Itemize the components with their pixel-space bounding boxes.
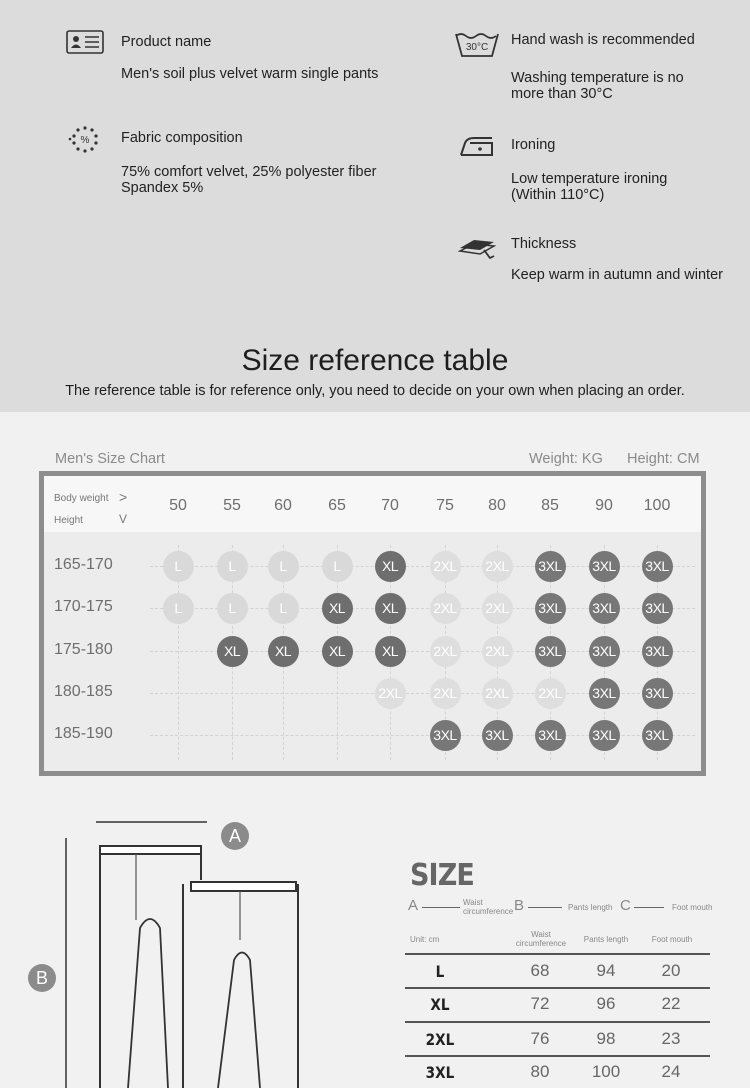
table-size-cell: L (435, 962, 445, 981)
legend-c-text: Foot mouth (672, 903, 713, 912)
height-unit: Height: CM (627, 451, 700, 467)
table-waist-cell: 68 (530, 961, 550, 980)
size-dot: 3XL (535, 593, 566, 624)
weight-col-55: 55 (223, 497, 241, 514)
size-dot: 3XL (642, 551, 673, 582)
weight-col-75: 75 (436, 497, 454, 514)
weight-col-70: 70 (381, 497, 399, 514)
thickness-value: Keep warm in autumn and winter (511, 267, 723, 283)
size-dot: 3XL (589, 678, 620, 709)
ironing-value: Low temperature ironing (Within 110°C) (511, 171, 668, 203)
size-dot: 3XL (589, 636, 620, 667)
table-length-cell: 98 (596, 1029, 616, 1048)
size-dot: L (163, 551, 194, 582)
height-label: Height (54, 515, 83, 526)
size-dot: 3XL (535, 636, 566, 667)
size-dot: 3XL (589, 551, 620, 582)
weight-col-60: 60 (274, 497, 292, 514)
legend-a-text: Waist circumference (463, 898, 514, 916)
table-foot-cell: 20 (661, 961, 681, 980)
size-dot: XL (375, 593, 406, 624)
height-row-175-180: 175-180 (54, 641, 113, 658)
size-dot: 3XL (642, 593, 673, 624)
table-size-cell: XL (430, 995, 450, 1014)
size-dot: 2XL (430, 636, 461, 667)
size-dot: L (268, 551, 299, 582)
legend-a: A (408, 897, 419, 914)
size-dot: L (217, 593, 248, 624)
wash-icon-text: 30°C (465, 42, 489, 53)
product-info-section (0, 0, 750, 412)
size-dot: 2XL (375, 678, 406, 709)
size-dot: XL (268, 636, 299, 667)
table-rule (405, 1055, 710, 1057)
id-card-icon (66, 30, 106, 64)
size-dot: 3XL (642, 720, 673, 751)
fabric-icon-text: % (80, 135, 90, 146)
size-dot: 2XL (430, 593, 461, 624)
arrow-right-icon: > (119, 489, 128, 505)
size-dot: 3XL (642, 678, 673, 709)
size-dot: 3XL (482, 720, 513, 751)
size-dot: L (163, 593, 194, 624)
size-dot: 3XL (535, 720, 566, 751)
table-rule (405, 987, 710, 989)
fabric-title: Fabric composition (121, 130, 243, 146)
thickness-icon (458, 232, 498, 266)
size-dot: 3XL (535, 551, 566, 582)
weight-col-65: 65 (328, 497, 346, 514)
size-heading: SIZE (410, 858, 474, 893)
body-weight-label: Body weight (54, 493, 109, 504)
arrow-down-icon: V (119, 512, 128, 526)
table-length-cell: 96 (596, 994, 616, 1013)
hand-wash-icon (455, 28, 499, 62)
product-name-title: Product name (121, 34, 212, 50)
wash-value: Washing temperature is no more than 30°C (511, 70, 684, 102)
pants-diagram (0, 810, 380, 1088)
table-waist-cell: 76 (530, 1029, 550, 1048)
fabric-composition-icon (66, 126, 106, 160)
size-dot: 3XL (589, 593, 620, 624)
product-name-value: Men's soil plus velvet warm single pants (121, 66, 379, 82)
size-dot: 2XL (430, 551, 461, 582)
label-b-badge: B (28, 964, 56, 992)
col-foot: Foot mouth (651, 935, 693, 944)
height-row-180-185: 180-185 (54, 683, 113, 700)
legend-b: B (514, 897, 525, 914)
table-foot-cell: 24 (661, 1062, 681, 1081)
height-row-165-170: 165-170 (54, 556, 113, 573)
table-waist-cell: 80 (530, 1062, 550, 1081)
thickness-title: Thickness (511, 236, 577, 252)
table-size-cell: 2XL (425, 1030, 455, 1049)
size-reference-subtitle: The reference table is for reference only, you need to decide on your own when placing an order. (65, 383, 685, 399)
fabric-value: 75% comfort velvet, 25% polyester fiber Spandex 5% (121, 164, 377, 196)
size-dot: XL (322, 593, 353, 624)
table-foot-cell: 22 (661, 994, 681, 1013)
size-dot: XL (217, 636, 248, 667)
size-dot: XL (375, 636, 406, 667)
height-row-185-190: 185-190 (54, 725, 113, 742)
height-row-170-175: 170-175 (54, 598, 113, 615)
weight-col-80: 80 (488, 497, 506, 514)
weight-col-50: 50 (169, 497, 187, 514)
size-dot: L (268, 593, 299, 624)
legend-c: C (620, 897, 631, 914)
table-rule (405, 953, 710, 955)
col-waist: Waist circumference (515, 930, 567, 948)
label-a-badge: A (221, 822, 249, 850)
table-waist-cell: 72 (530, 994, 550, 1013)
size-dot: XL (375, 551, 406, 582)
col-length: Pants length (583, 935, 629, 944)
size-dot: 3XL (589, 720, 620, 751)
size-dot: 3XL (642, 636, 673, 667)
table-length-cell: 100 (591, 1062, 621, 1081)
unit-label: Unit: cm (410, 935, 440, 944)
size-dot: 3XL (430, 720, 461, 751)
size-dot: L (322, 551, 353, 582)
weight-col-90: 90 (595, 497, 613, 514)
weight-unit: Weight: KG (529, 451, 603, 467)
legend-b-text: Pants length (568, 903, 613, 912)
size-dot: 2XL (482, 593, 513, 624)
size-dot: 2XL (482, 678, 513, 709)
iron-icon (458, 133, 498, 167)
table-size-cell: 3XL (425, 1063, 455, 1082)
size-dot: 2XL (482, 551, 513, 582)
ironing-title: Ironing (511, 137, 556, 153)
chart-title: Men's Size Chart (55, 451, 165, 467)
table-length-cell: 94 (596, 961, 616, 980)
size-dot: L (217, 551, 248, 582)
table-foot-cell: 23 (661, 1029, 681, 1048)
size-dot: XL (322, 636, 353, 667)
wash-title: Hand wash is recommended (511, 32, 695, 48)
weight-col-100: 100 (643, 497, 671, 514)
size-dot: 2XL (482, 636, 513, 667)
table-rule (405, 1021, 710, 1023)
size-dot: 2XL (430, 678, 461, 709)
size-dot: 2XL (535, 678, 566, 709)
size-reference-title: Size reference table (241, 344, 509, 377)
weight-col-85: 85 (541, 497, 559, 514)
